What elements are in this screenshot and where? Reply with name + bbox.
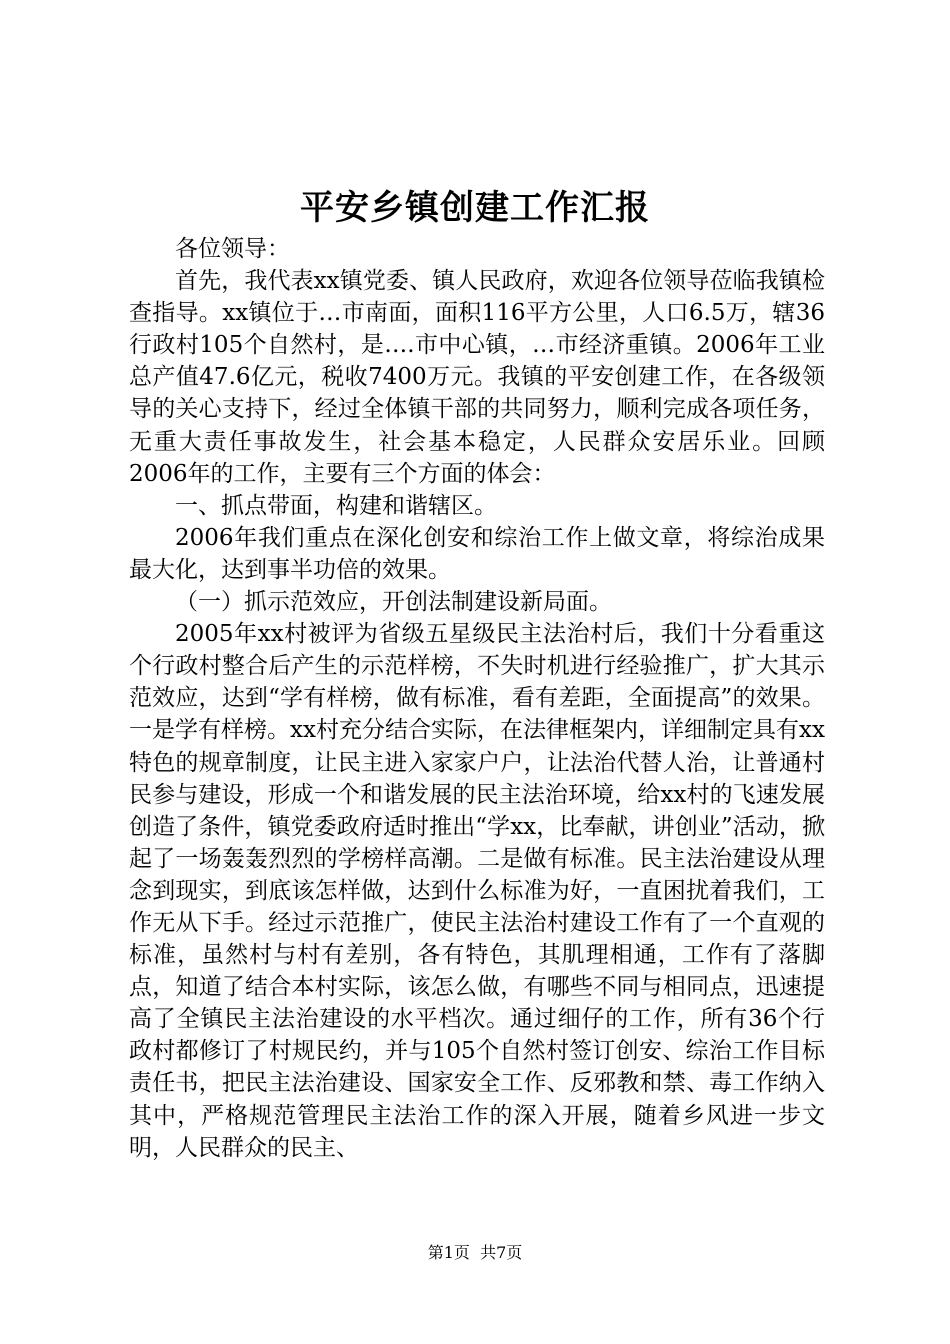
page-footer bbox=[0, 1242, 950, 1264]
salutation: 各位领导： bbox=[175, 236, 290, 262]
page-total: 共7页 bbox=[480, 1243, 523, 1262]
document-body bbox=[129, 233, 825, 1164]
paragraph-detail: 2005年xx村被评为省级五星级民主法治村后，我们十分看重这个行政村整合后产生的示范样榜，不失时机进行经验推广，扩大其示范效应，达到“学有样榜，做有标准，看有差距，全面提高”的效果。一是学有样榜。xx村充分结合实际，在法律框架内，详细制定具有xx特色的规章制度，让民主进入家家户户，让法治代替人治，让普通村民参与建设，形成一个和谐发展的民主法治环境，给xx村的飞速发展创造了条件，镇党委政府适时推出“学xx，比奉献，讲创业”活动，掀起了一场轰轰烈烈的学榜样高潮。二是做有标准。民主法治建设从理念到现实，到底该怎样做，达到什么标准为好，一直困扰着我们，工作无从下手。经过示范推广，使民主法治村建设工作有了一个直观的标准，虽然村与村有差别，各有特色，其肌理相通，工作有了落脚点，知道了结合本村实际，该怎么做，有哪些不同与相同点，迅速提高了全镇民主法治建设的水平档次。通过细仔的工作，所有36个行政村都修订了村规民约，并与105个自然村签订创安、综治工作目标责任书，把民主法治建设、国家安全工作、反邪教和禁、毒工作纳入其中，严格规范管理民主法治工作的深入开展，随着乡风进一步文明，人民群众的民主、 bbox=[129, 621, 825, 1161]
subsection-heading: （一）抓示范效应，开创法制建设新局面。 bbox=[175, 589, 612, 616]
section-heading: 一、抓点带面，构建和谐辖区。 bbox=[175, 492, 497, 519]
paragraph-overview: 2006年我们重点在深化创安和综治工作上做文章，将综治成果最大化，达到事半功倍的效果。 bbox=[129, 524, 825, 583]
paragraph-intro: 首先，我代表xx镇党委、镇人民政府，欢迎各位领导莅临我镇检查指导。xx镇位于…市南面，面积116平方公里，人口6.5万，辖36行政村105个自然村，是….市中心镇，…市经济重镇。2006年工业总产值47.6亿元，税收7400万元。我镇的平安创建工作，在各级领导的关心支持下，经过全体镇干部的共同努力，顺利完成各项任务，无重大责任事故发生，社会基本稳定，人民群众安居乐业。回顾2006年的工作，主要有三个方面的体会： bbox=[129, 268, 825, 487]
page-number: 第1页 bbox=[427, 1243, 470, 1262]
document-title: 平安乡镇创建工作汇报 bbox=[300, 188, 650, 228]
